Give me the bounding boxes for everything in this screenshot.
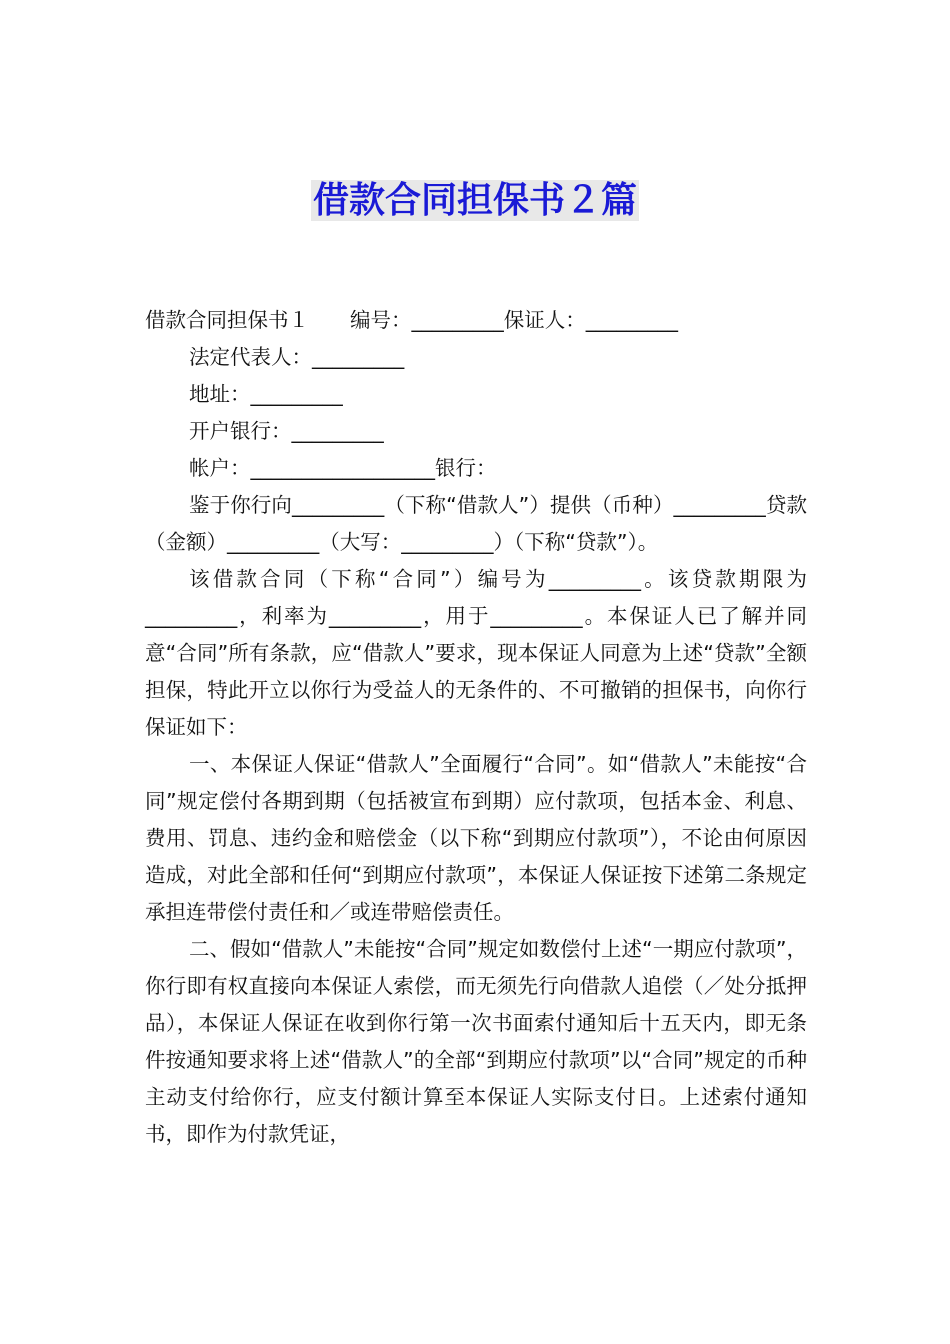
paragraph-loan-terms: 鉴于你行向_________（下称“借款人”）提供（币种）_________贷款（金额）_________（大写：_________）（下称“贷款”）。 (145, 493, 807, 554)
header-line-bank: 开户银行：_________ (189, 419, 384, 443)
paragraph-clause-2: 二、假如“借款人”未能按“合同”规定如数偿付上述“一期应付款项”，你行即有权直接向本保证人索偿，而无须先行向借款人追偿（／处分抵押品），本保证人保证在收到你行第一次书面索付通知后十五天内，即无条件按通知要求将上述“借款人”的全部“到期应付款项”以“合同”规定的币种主动支付给你行，应支付额计算至本保证人实际支付日。上述索付通知书，即作为付款凭证， (145, 937, 807, 1146)
header-line-number-guarantor: 借款合同担保书１ 编号：_________保证人：_________ (145, 308, 678, 332)
paragraph-clause-1: 一、本保证人保证“借款人”全面履行“合同”。如“借款人”未能按“合同”规定偿付各期到期（包括被宣布到期）应付款项，包括本金、利息、费用、罚息、违约金和赔偿金（以下称“到期应付款项”），不论由何原因造成，对此全部和任何“到期应付款项”，本保证人保证按下述第二条规定承担连带偿付责任和／或连带赔偿责任。 (145, 752, 807, 924)
document-body (145, 302, 807, 1153)
header-line-account: 帐户：__________________银行： (189, 456, 497, 480)
page-title-text: 借款合同担保书２篇 (312, 180, 637, 221)
page-title (0, 176, 950, 226)
header-line-address: 地址：_________ (189, 382, 343, 406)
header-line-legal-rep: 法定代表人：_________ (189, 345, 405, 369)
paragraph-contract-info: 该借款合同（下称“合同”）编号为_________。该贷款期限为_________，利率为_________，用于_________。本保证人已了解并同意“合同”所有条款，应“借款人”要求，现本保证人同意为上述“贷款”全额担保，特此开立以你行为受益人的无条件的、不可撤销的担保书，向你行保证如下： (145, 567, 807, 739)
